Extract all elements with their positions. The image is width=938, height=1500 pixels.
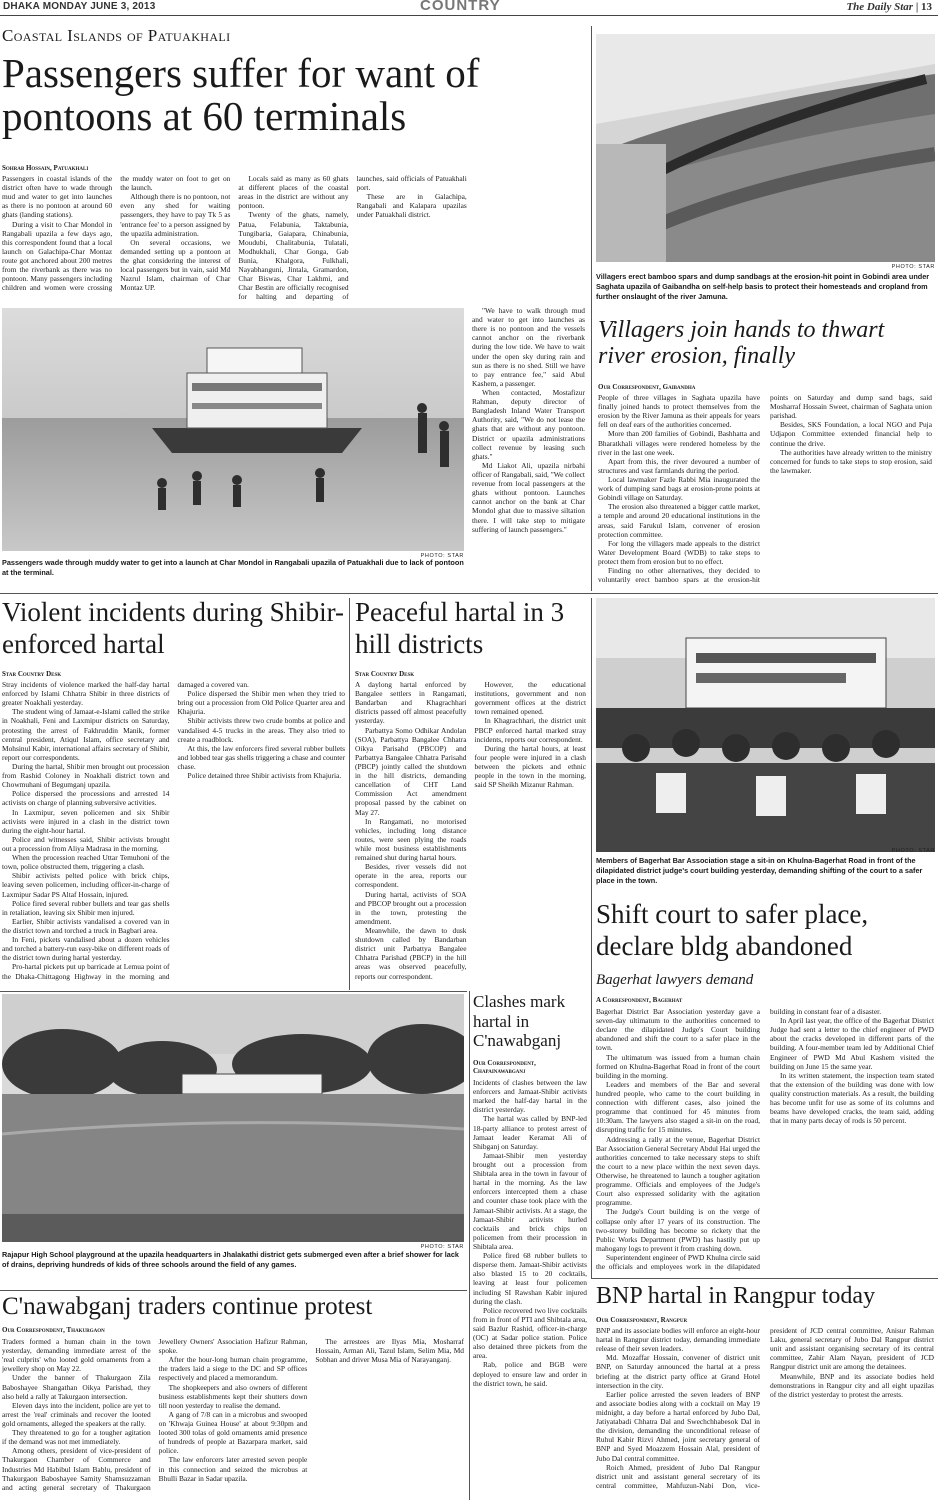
story2-caption: Villagers erect bamboo spars and dump sandbags at the erosion-hit point in Gobindi area under Saghata upazila of Gaibandha on self-help basis to protect their homesteads and cropland from further onslaught of the river Jamuna. [596, 272, 930, 301]
story4-body [355, 680, 586, 986]
paragraph: Police recovered two live cocktails from in front of PTI and Shibtala area, said Bazlur Rashid, officer-in-charge (OC) at Sadar police station. Police also detained three pickets from the area. [473, 1305, 587, 1361]
story4-headline: Peaceful hartal in 3 hill districts [355, 597, 565, 660]
story6-photo-credit: PHOTO: STAR [420, 1244, 464, 1250]
paragraph: Police fired 68 rubber bullets to disperse them. Jamaat-Shibir activists also blasted 15 to 20 cocktails, leaving at least four policemen including SI Rawshan Kabir injured during the clash. [473, 1251, 587, 1306]
paragraph: Shibir activists threw two crude bombs at police and vandalised 4-5 trucks in the areas. They also tried to create a roadblock. [177, 716, 345, 744]
paragraph: The erosion also threatened a bigger cattle market, a temple and around 20 educational institutions in the areas, said Farukul Islam, convener of erosion protection committee. [598, 502, 760, 539]
paragraph: Superintendent engineer of PWD Khulna circle said the officials and employees work in the dilapidated building in constant fear of a disaster. [596, 1007, 882, 1272]
horizontal-rule [591, 1278, 938, 1279]
paragraph: Besides, river vessels did not operate in the area, reports our correspondent. [355, 862, 467, 890]
paper-name: The Daily Star [846, 1, 914, 13]
paragraph: The arrestees are Ilyas Mia, Mosharraf Hossain, Arman Ali, Tazul Islam, Selim Mia, Md Sobhan and driver Musa Mia of Narayanganj. [315, 1337, 464, 1365]
story1-body [2, 174, 585, 306]
paragraph: Twenty of the ghats, namely, Patua, Felabunia, Taktabunia, Tungibaria, Gaiapara, Chinabunia, Moudubi, Chalitabunia, Tulatali, Modhukhali, Char Gonga, Gab Bunia, Khalgora, Fulkhali, Nayabhanguni, Jintala, Gramardon, Char Biswas, Char Lakhmi, and Char Bestin are officially recognised for halting and departing of launches, said officials of Patuakhali port. [238, 174, 467, 302]
paragraph: Apart from this, the river devoured a number of structures and vast farmlands during the period. [598, 456, 760, 475]
paragraph: The shopkeepers and also owners of different business establishments kept their shutters down till noon yesterday to realise the demand. [158, 1382, 308, 1410]
paragraph: The ultimatum was issued from a human chain formed on Khulna-Bagerhat Road in front of the court building in the morning. [596, 1052, 760, 1080]
paragraph: Leaders and members of the Bar and several hundred people, who came to the court building in connection with different cases, also joined the programme that continued for 45 minutes from 10:30am. The lawyers also staged a sit-in on the road, disrupting traffic for 15 minutes. [596, 1079, 760, 1135]
horizontal-rule [0, 593, 938, 594]
column-divider [349, 598, 350, 990]
paragraph: Md Liakot Ali, upazila nirbahi officer of Rangabali, said, "We collect revenue from local passengers at the ghats without pontoon. Launches cannot anchor on the bank at Char Mondol ghat due to massive siltation there. I will take step to mitigate suffering of launch passengers." [472, 460, 585, 534]
story6-caption: Rajapur High School playground at the upazila headquarters in Jhalakathi district gets submerged even after a brief shower for lack of drains, depriving hundreds of kids of three schools around the field of any games. [2, 1250, 459, 1269]
paragraph: Police dispersed the Shibir men when they tried to bring out a procession from Old Police Quarter area and Khajuria. [177, 689, 345, 717]
paragraph: Besides, SKS Foundation, a local NGO and Puja Udjapon Committee extended financial help to continue the drive. [770, 420, 932, 448]
paragraph: The law enforcers later arrested seven people in this connection and seized the microbus at Bhulli Bazar in Sadar upazila. [158, 1455, 308, 1483]
paragraph: BNP and its associate bodies will enforce an eight-hour hartal in Rangpur district today, demanding immediate release of their seven leaders. [596, 1326, 760, 1354]
paragraph: Md. Mozaffar Hossain, convener of district unit BNP, on Saturday announced the hartal at a press briefing at the district party office at Grand Hotel intersection in the city. [596, 1353, 760, 1390]
paragraph: Addressing a rally at the venue, Bagerhat District Bar Association General Secretary Abdul Hai urged the authorities concerned to take necessary steps to shift the court to a new place within the next seven days. Otherwise, he threatened to launch a tougher agitation programme. Officials and employees of the Judge's Court also expressed solidarity with the agitation programme. [596, 1134, 760, 1208]
paragraph: Parbattya Somo Odhikar Andolan (SOA), Parbattya Bangalee Chhatra Oikya Parisahd (PBCOP) and Parbattya Bangalee Chhatra Parisahd (PBCP) jointly called the shutdown in the hill districts, demanding cancellation of CHT Land Commission Act amendment proposal passed by the cabinet on May 27. [355, 725, 467, 817]
story3-headline: Violent incidents during Shibir-enforced hartal [2, 597, 345, 660]
erosion-photo [596, 34, 935, 262]
column-divider [591, 26, 592, 591]
paragraph: Pro-hartal pickets put up barricade at Lemua point of the Dhaka-Chittagong Highway in the morning and damaged a covered van. [2, 680, 249, 981]
paragraph: The authorities have already written to the ministry concerned for funds to take steps to stop erosion, said the lawmaker. [770, 447, 932, 475]
story9-headline: BNP hartal in Rangpur today [596, 1283, 876, 1309]
paragraph: More than 200 families of Gobindi, Bashhatta and Bharatkhali villages were rendered homeless by the river in the last one week. [598, 429, 760, 457]
horizontal-rule [0, 1290, 467, 1291]
paragraph: Police detained three Shibir activists from Khajuria. [187, 771, 342, 781]
paragraph: Stray incidents of violence marked the half-day hartal enforced by Islami Chhatra Shibir in three districts of greater Noakhali yesterday. [2, 680, 170, 708]
story3-byline: Star Country Desk [2, 670, 62, 678]
paragraph: In Rangamati, no motorised vehicles, including long distance routes, were seen plying the roads while most business establishments remained shut during hartal hours. [355, 816, 467, 863]
paragraph: During hartal, activists of SOA and PBCOP brought out a procession in the town, protesting the amendment. [355, 889, 467, 926]
story2-photo-credit: PHOTO: STAR [891, 264, 935, 270]
paragraph: In April last year, the office of the Bagerhat District Judge had sent a letter to the chief engineer of PWD about the cracks developed in different parts of the building. A four-member team led by Additional Chief Engineer of PWD Md Abul Kashem visited the building on June 15 the same year. [770, 1016, 934, 1071]
paragraph: Although there is no pontoon, not even any shed for waiting passengers, they have to pay Tk 5 as 'entrance fee' to a person assigned by the upazila administration. [120, 192, 231, 238]
paragraph: Eleven days into the incident, police are yet to arrest the 'real' criminals and recover the looted gold ornaments, alleged the speakers at the rally. [2, 1400, 151, 1428]
column-divider [469, 991, 470, 1500]
paragraph: Earlier, Shibir activists vandalised a covered van in the district town and torched a truck in Bagbari area. [2, 916, 170, 935]
story2-headline: Villagers join hands to thwart river erosion, finally [598, 317, 885, 370]
story8-byline: Our Correspondent, Thakurgaon [2, 1326, 105, 1334]
story9-byline: Our Correspondent, Rangpur [596, 1316, 688, 1324]
paragraph: Meanwhile, the dawn to dusk shutdown called by Bandarban district unit Parbattya Bangalee Chhatra Parishad (PBCP) in the hill areas was observed peacefully, reports our correspondent. [355, 925, 467, 981]
paragraph: Police dispersed the processions and arrested 14 activists on charge of planning subversive activities. [2, 789, 170, 808]
paragraph: Local lawmaker Fazle Rabbi Mia inaugurated the work of dumping sand bags at erosion-prone points at Gobindi village on Saturday. [598, 474, 760, 503]
paragraph: The Judge's Court building is on the verge of collapse only after 17 years of its construction. The two-storey building has become so rickety that the Public Works Department (PWD) has hastily put up mahogany logs to prevent it from crashing down. [596, 1207, 760, 1253]
paragraph: After the hour-long human chain programme, the traders laid a siege to the DC and SP offices respectively and placed a memorandum. [158, 1355, 308, 1383]
page-label: The Daily Star | 13 [846, 1, 932, 13]
story7-body [473, 1078, 587, 1496]
story5-headline: Shift court to safer place, declare bldg abandoned [596, 899, 869, 962]
paragraph: "We have to walk through mud and water to get into launches as there is no pontoon and the vessels cannot anchor on the riverbank during the low tide. We have to wait under the open sky during rain and sun as there is no shed. Still we have to pay entrance fee," said Abul Kashem, a passenger. [472, 306, 585, 388]
column-divider [591, 598, 592, 1278]
story5-byline: A Correspondent, Bagerhat [596, 996, 683, 1004]
story1-photo-credit: PHOTO: STAR [420, 553, 464, 559]
paragraph: People of three villages in Saghata upazila have finally joined hands to protect themselves from the erosion by the River Jamuna as their appeals for years fell on deaf ears of the authorities concerned. [598, 393, 760, 430]
paragraph: Jamaat-Shibir men yesterday brought out a procession from Shibtala area in the town in favour of hartal in the morning. As the law enforcers intercepted them a chase and counter chase took place with the Jamaat-Shibir activists. At a stage, the Jamaat-Shibir activists hurled cocktails and brick chips on policemen from their procession in Shibtala area. [473, 1150, 587, 1251]
paragraph: Police and witnesses said, Shibir activists brought out a procession from Aliya Madrasa in the morning. [2, 834, 170, 853]
section-name: COUNTRY [420, 0, 501, 14]
story8-headline: C'nawabganj traders continue protest [2, 1293, 373, 1320]
paragraph: A daylong hartal enforced by Bangalee settlers in Rangamati, Bandarban and Khagrachhari districts passed off almost peacefully yesterday. [355, 680, 467, 726]
paragraph: Passengers in coastal islands of the district often have to wade through mud and water to get into launches as there is no pontoon at around 60 ghats (landing stations). [2, 174, 113, 220]
story5-body [596, 1007, 934, 1273]
launch-photo [2, 308, 464, 551]
paragraph: Among others, president of vice-president of Thakurgaon Chamber of Commerce and Industries Md Habibul Islam Bablu, president of Thakurgaon Baboshayee Samity Shamsuzzaman and acting general secretary of Thakurgaon Jewellery Owners' Association Hafizur Rahman, spoke. [2, 1337, 308, 1492]
sit-in-photo [596, 598, 935, 852]
story4-byline: Star Country Desk [355, 670, 415, 678]
story5-caption: Members of Bagerhat Bar Association stage a sit-in on Khulna-Bagerhat Road in front of the dilapidated district judge's court building yesterday, demanding shifting of the court to a safer place in the town. [596, 856, 923, 885]
paragraph: However, the educational institutions, government and non government offices at the district town remained opened. [474, 680, 586, 717]
paragraph: At this, the law enforcers fired several rubber bullets and lobbed tear gas shells triggering a chase and counter chase. [177, 743, 345, 771]
paragraph: Under the banner of Thakurgaon Zila Baboshayee Shangathan Oikya Parishad, they also held a rally at Takurgaon intersection. [2, 1373, 151, 1401]
paragraph: The hartal was called by BNP-led 18-party alliance to protest arrest of Jamaat leader Keramat Ali of Shibganj on Saturday. [473, 1114, 587, 1151]
story1-body-continued [472, 306, 585, 584]
story9-body [596, 1326, 934, 1498]
paragraph: In Khagrachhari, the district unit PBCP enforced hartal marked stray incidents, reports our correspondent. [474, 716, 586, 744]
story2-byline: Our Correspondent, Gaibandha [598, 383, 696, 391]
paragraph: When contacted, Mostafizur Rahman, deputy director of Bangladesh Inland Water Transport Authority, said, "We do not lease the ghats that are without any pontoon. District or upazila administrations collect revenue by leasing such ghats." [472, 387, 585, 461]
paragraph: On several occasions, we demanded setting up a pontoon at the ghat considering the interest of local passengers but in vain, said Md Nazrul Islam, chairman of Char Montaz UP. [120, 237, 231, 293]
playground-photo [2, 994, 464, 1242]
paragraph: The student wing of Jamaat-e-Islami called the strike in Noakhali, Feni and Laxmipur districts on Saturday, protesting the arrest of Fakhruddin Manik, former central president, Atiqul Islam, office secretary and Mohsinul Kabir, international affairs secretary of Shibir, report our correspondents. [2, 707, 170, 762]
paragraph: Rab, police and BGB were deployed to ensure law and order in the district town, he said. [473, 1360, 587, 1388]
paragraph: During the hartal hours, at least four people were injured in a clash between the pickets and ethnic people in the town in the morning, said SP Sheikh Mizanur Rahman. [474, 743, 586, 790]
paragraph: When the procession reached Uttar Temuhoni of the town, police obstructed them, triggering a clash. [2, 853, 170, 872]
masthead [0, 0, 938, 16]
paragraph: These are in Galachipa, Rangabali and Kalapara upazilas under Patuakhali district. [356, 192, 467, 220]
story7-byline: Our Correspondent, Chapainawabganj [473, 1059, 536, 1075]
paragraph: They threatened to go for a tougher agitation if the demand was not met immediately. [2, 1428, 151, 1447]
paragraph: In its written statement, the inspection team stated that the extension of the building was done with low quality construction materials. As a result, the building has become unfit for use as some of its columns and beams have developed cracks, the team said, adding that in many parts decay of rods is 50 percent. [770, 1070, 934, 1126]
story5-photo-credit: PHOTO: STAR [891, 848, 935, 854]
paragraph: Roich Ahmed, president of Jubo Dal Rangpur district unit and assistant general secretary of its central committee, Mahfuzun-Nabi Don, vice-president of JCD central committee, Anisur Rahman Laku, general secretary of Jubo Dal Rangpur district unit and assistant organising secretary of its central committee, Zahir Alam Nayan, president of JCD Rangpur district unit are among the detainees. [596, 1326, 934, 1490]
paragraph: Finding no other alternatives, they decided to voluntarily erect bamboo spars at the erosion-hit points on Saturday and dump sand bags, said Mosharraf Hossain Sweet, chairman of Saghata union parishad. [598, 393, 932, 585]
paragraph: During the hartal, Shibir men brought out procession from Rashid Coloney in Noakhali district town and Chowmuhani of Begumganj upazila. [2, 761, 170, 790]
horizontal-rule [0, 991, 467, 992]
paragraph: Bagerhat District Bar Association yesterday gave a seven-day ultimatum to the authorities concerned to declare the dilapidated Judge's Court building abandoned and shift the court to a safer place in the town. [596, 1007, 760, 1053]
story7-headline: Clashes mark hartal in C'nawabganj [473, 992, 566, 1051]
paragraph: Earlier police arrested the seven leaders of BNP and associate bodies along with a cocktail on May 19 midnight, a day before a hartal enforced by Jubo Dal, Jatiyatabadi Chhatra Dal and Swechchhabesok Dal in the division, demanding the unconditional release of Ruhul Kabir Rizvi Ahmed, joint secretary general of BNP and Syed Moazzem Hossain Alal, president of Jubo Dal central committee. [596, 1389, 760, 1463]
page-number: 13 [921, 1, 932, 13]
paragraph: A gang of 7/8 can in a microbus and swooped on 'Khwaja Guinea House' at about 9:30pm and looted 300 tolas of gold ornaments amid presence of hundreds of people at Bazarpara market, said police. [158, 1409, 308, 1456]
paragraph: In Laxmipur, seven policemen and six Shibir activists were injured in a clash in the district town during the eight-hour hartal. [2, 807, 170, 835]
story2-body [598, 393, 932, 589]
dateline: DHAKA MONDAY JUNE 3, 2013 [3, 1, 156, 12]
story1-kicker: Coastal Islands of Patuakhali [2, 26, 231, 45]
paragraph: During a visit to Char Mondol in Rangabali upazila a few days ago, this correspondent found that a local launch on Galachipa-Char Montaz route got anchored about 200 metres from the riverbank as there was no pontoon. Many passengers including children and women were crossing the muddy water on foot to get on the launch. [2, 174, 231, 293]
story1-headline: Passengers suffer for want of pontoons at 60 terminals [2, 50, 480, 139]
story8-body [2, 1337, 464, 1499]
paragraph: Incidents of clashes between the law enforcers and Jamaat-Shibir activists marked the half-day hartal in the district yesterday. [473, 1078, 587, 1115]
paragraph: In Feni, pickets vandalised about a dozen vehicles and torched a battery-run easy-bike on different roads of the district town during hartal yesterday. [2, 935, 170, 963]
story1-byline: Sohrab Hossain, Patuakhali [2, 164, 89, 172]
paragraph: Traders formed a human chain in the town yesterday, demanding immediate arrest of the 'real culprits' who looted gold ornaments from a jewellery shop on May 22. [2, 1337, 151, 1374]
story5-subhead: Bagerhat lawyers demand [596, 972, 754, 988]
paragraph: Shibir activists pelted police with brick chips, leaving seven policemen, including officer-in-charge of Laxmipur Sadar PS Altaf Hossain, injured. [2, 871, 170, 899]
paragraph: Meanwhile, BNP and its associate bodies held demonstrations in Rangpur city and all eight upazilas of the district yesterday to protest the arrests. [770, 1371, 934, 1399]
story1-caption: Passengers wade through muddy water to get into a launch at Char Mondol in Rangabali upazila of Patuakhali due to lack of pontoon at the terminal. [2, 558, 464, 577]
story3-body [2, 680, 345, 988]
paragraph: Locals said as many as 60 ghats at different places of the coastal areas in the district are without any pontoon. [238, 174, 349, 211]
paragraph: For long the villagers made appeals to the district Water Development Board (WDB) to take steps to protect them from erosion but to no effect. [598, 538, 760, 566]
paragraph: Police fired several rubber bullets and tear gas shells in retaliation, leaving six Shibir men injured. [2, 898, 170, 917]
